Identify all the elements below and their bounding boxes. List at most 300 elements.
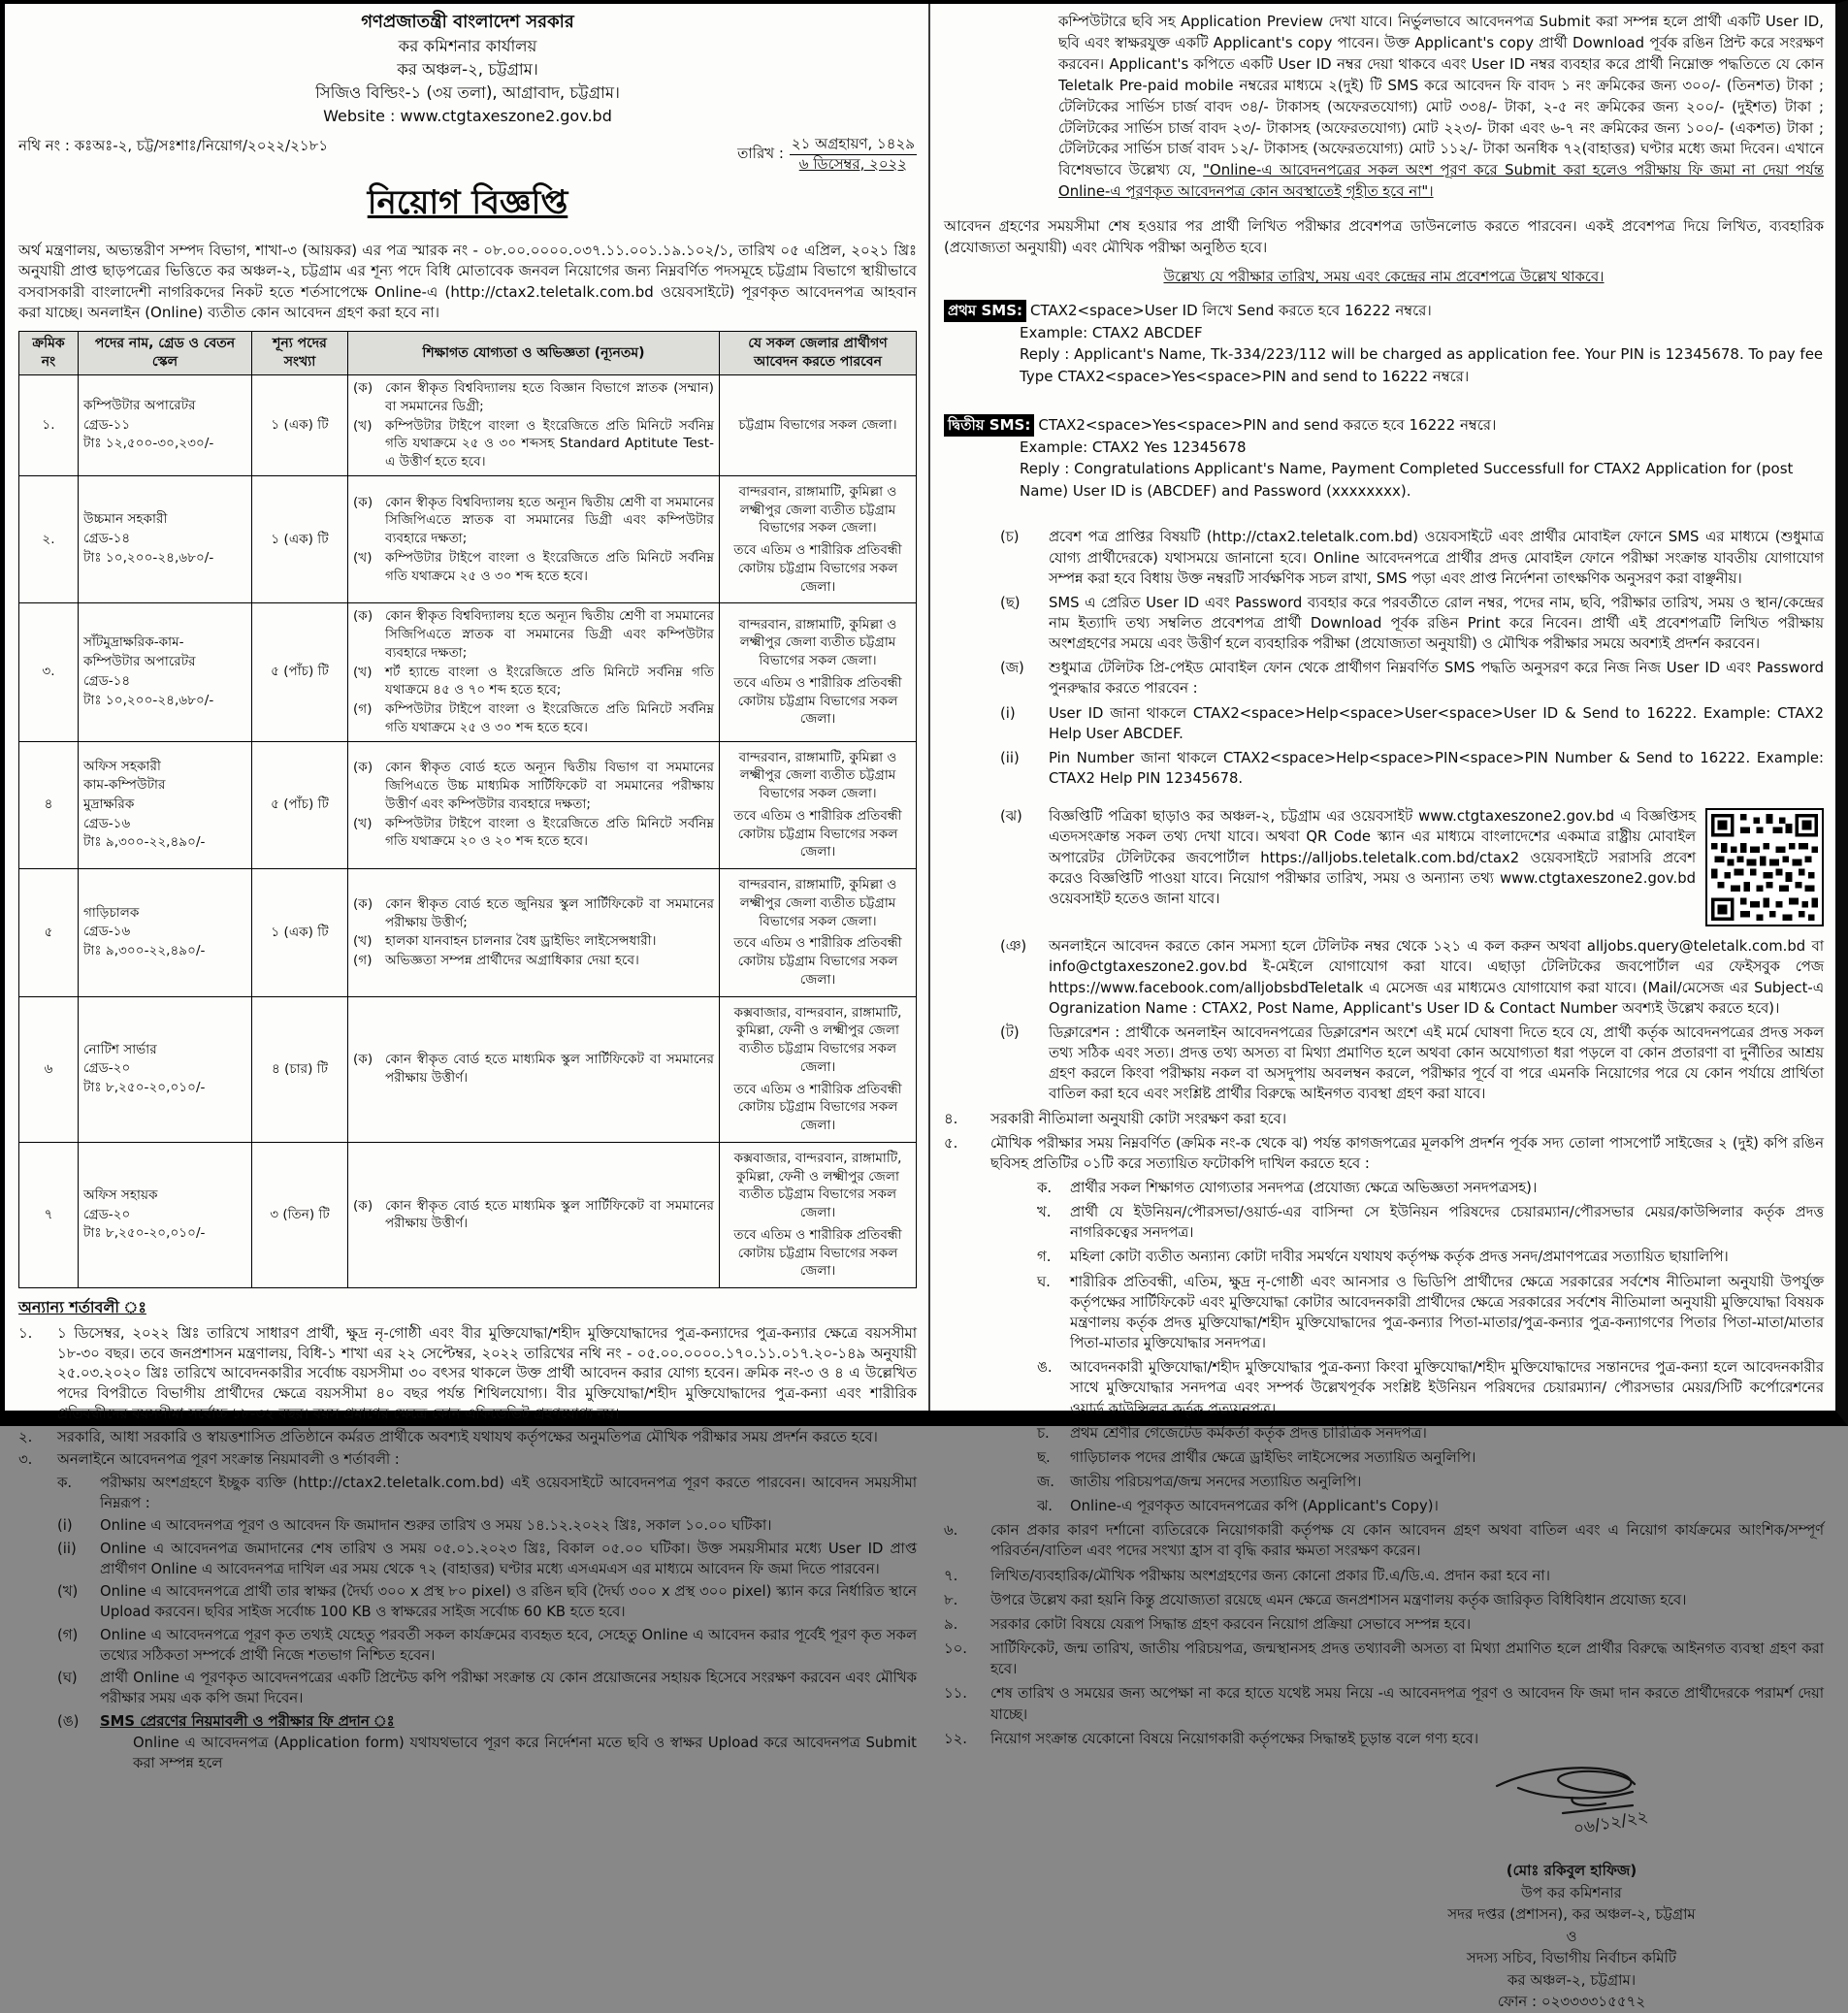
qual-label: (খ) xyxy=(353,815,373,831)
cell-vacancy: ৪ (চার) টি xyxy=(252,996,348,1142)
qual-item xyxy=(353,932,714,951)
document-item-label: ঙ. xyxy=(1037,1359,1053,1377)
qual-text: অভিজ্ঞতা সম্পন্ন প্রার্থীদের অগ্রাধিকার দেয়া হবে। xyxy=(385,953,639,969)
term-sub-label: ক. xyxy=(57,1474,73,1491)
cell-districts xyxy=(720,741,917,869)
term-item xyxy=(18,1428,917,1448)
lettered-item-label: (ঞ) xyxy=(1000,938,1027,956)
page-title: নিয়োগ বিজ্ঞপ্তি xyxy=(367,183,568,223)
col-header-vacancy: শূন্য পদের সংখ্যা xyxy=(252,332,348,375)
document-item-text: গাড়িচালক পদের প্রার্থীর ক্ষেত্রে ড্রাইভিং লাইসেন্সের সত্যায়িত অনুলিপি। xyxy=(1070,1448,1476,1466)
terms-list xyxy=(18,1324,917,1471)
post-lines xyxy=(83,1041,246,1098)
term-label: ৩. xyxy=(18,1451,33,1469)
qual-label: (খ) xyxy=(353,933,373,950)
district-line: চট্টগ্রাম বিভাগের সকল জেলা। xyxy=(738,417,897,434)
lettered-item xyxy=(944,703,1824,744)
lettered-item-label: (জ) xyxy=(1000,660,1024,677)
qual-list xyxy=(353,607,714,736)
qual-item xyxy=(353,379,714,416)
post-line: গ্রেড-১১ xyxy=(83,416,131,433)
post-line: অফিস সহায়ক xyxy=(83,1186,158,1203)
post-line: মুদ্রাক্ষরিক xyxy=(83,795,135,812)
qual-list xyxy=(353,379,714,471)
term-text: অনলাইনে আবেদনপত্র পূরণ সংক্রান্ত নিয়মাবলী ও শর্তাবলী : xyxy=(57,1451,400,1469)
sms-rules-heading: SMS প্রেরণের নিয়মাবলী ও পরীক্ষার ফি প্রদান ঃ xyxy=(100,1712,395,1730)
lettered-item-label: (চ) xyxy=(1000,529,1020,546)
document-item-label: ঘ. xyxy=(1037,1273,1051,1290)
term-sub-label: (খ) xyxy=(57,1583,79,1601)
lettered-item-text: শুধুমাত্র টেলিটক প্রি-পেইড মোবাইল ফোন থেকে প্রার্থীগণ নিম্নবর্ণিত SMS পদ্ধতি অনুসরণ করে নিজ নিজ User ID এবং Password পুনরুদ্ধার করতে পারবেন : xyxy=(1049,660,1824,698)
qual-list xyxy=(353,1051,714,1088)
term-label: ১. xyxy=(18,1325,33,1343)
second-sms-example: Example: CTAX2 Yes 12345678 xyxy=(1020,438,1247,456)
numbered-item-text: সরকার কোটা বিষয়ে যেরূপ সিদ্ধান্ত গ্রহণ করবেন নিয়োগ প্রক্রিয়া সেভাবে সম্পন্ন হবে। xyxy=(990,1615,1471,1633)
term-sub-text: Online এ আবেদনপত্রে পূরণ কৃত তথ্যই যেহেতু পরবর্তী সকল কার্যক্রমের ব্যবহৃত হবে, সেহেতু Online এ আবেদন করার পূর্বেই পূরণ কৃত সকল তথ্যের সঠিকতা সম্পর্কে প্রার্থী নিজে শতভাগ নিশ্চিত হবেন। xyxy=(100,1626,917,1664)
district-lines xyxy=(725,416,911,435)
qual-item xyxy=(353,815,714,852)
col-header-serial: ক্রমিক নং xyxy=(19,332,79,375)
cell-serial: ৫ xyxy=(19,869,79,997)
document-item-text: আবেদনকারী মুক্তিযোদ্ধা/শহীদ মুক্তিযোদ্ধার পুত্র-কন্যা কিংবা মুক্তিযোদ্ধা/শহীদ মুক্তিযোদ্ধাদের সন্তানদের পুত্র-কন্যা হলে আবেদনকারীর সাথে মুক্তিযোদ্ধার সনদপত্র এবং সম্পর্ক উল্লেখপূর্বক সংশ্লিষ্ট ইউনিয়ন পরিষদের চেয়ারম্যান/ পৌরসভার মেয়র/সিটি কর্পোরেশনের ওয়ার্ড কাউন্সিলর কর্তৃক প্রত্যয়নপত্র। xyxy=(1070,1359,1824,1417)
term-sms-item xyxy=(18,1712,917,1733)
signatory-role2: সদস্য সচিব, বিভাগীয় নির্বাচন কমিটি xyxy=(1466,1949,1677,1967)
continuation-paragraph xyxy=(1058,12,1824,203)
continuation-text: কম্পিউটারে ছবি সহ Application Preview দেখা যাবে। নির্ভুলভাবে আবেদনপত্র Submit করা সম্পন্ন হলে প্রার্থী একটি User ID, ছবি এবং স্বাক্ষরযুক্ত একটি Applicant's copy পাবেন। উক্ত Applicant's copy প্রার্থী Download পূর্বক রঙিন প্রিন্ট করে সংরক্ষণ করবেন। Applicant's কপিতে একটি User ID নম্বর দেয়া থাকবে এবং User ID নম্বর ব্যবহার করে প্রার্থী নিম্নোক্ত পদ্ধতিতে যে কোন Teletalk Pre-paid mobile নম্বরের মাধ্যমে ২(দুই) টি SMS করে আবেদন ফি বাবদ ১ নং ক্রমিকের জন্য ৩০০/- (তিনশত) টাকা ; টেলিটকের সার্ভিস চার্জ বাবদ ৩৪/- টাকাসহ (অফেরতযোগ্য) মোট ৩৩৪/- টাকা, ২-৫ নং ক্রমিকের জন্য ২০০/- (দুইশত) টাকা ; টেলিটকের সার্ভিস চার্জ বাবদ ২৩/- টাকাসহ (অফেরতযোগ্য) মোট ২২৩/- টাকা এবং ৬-৭ নং ক্রমিকের জন্য ১০০/- (একশত) টাকা ; টেলিটকের সার্ভিস চার্জ বাবদ ১২/- টাকাসহ (অফেরতযোগ্য) মোট ১১২/- টাকা অনধিক ৭২(বাহাত্তর) ঘণ্টার মধ্যে জমা দিবেন। এখানে বিশেষভাবে উল্লেখ্য যে, xyxy=(1058,13,1824,179)
post-line: গ্রেড-২০ xyxy=(83,1060,131,1077)
term-sub-item xyxy=(18,1669,917,1708)
qual-text: কম্পিউটার টাইপে বাংলা ও ইংরেজিতে প্রতি মিনিটে সর্বনিম্ন গতি যথাক্রমে ২৫ ও ৩০ শব্দ হতে হবে। xyxy=(385,701,714,735)
post-line: গ্রেড-১৬ xyxy=(83,924,131,940)
qual-list xyxy=(353,494,714,586)
signatory-name: (মোঃ রকিবুল হাফিজ) xyxy=(1506,1862,1637,1880)
col-header-districts: যে সকল জেলার প্রার্থীগণ আবেদন করতে পারবেন xyxy=(720,332,917,375)
term-sub-item xyxy=(18,1474,917,1513)
term-sub-text: পরীক্ষায় অংশগ্রহণে ইচ্ছুক ব্যক্তি (http://ctax2.teletalk.com.bd) এই ওয়েবসাইটে আবেদনপত্র পূরণ করতে পারবেন। আবেদন সময়সীমা নিম্নরূপ : xyxy=(100,1474,917,1511)
document-item-label: গ. xyxy=(1037,1249,1052,1266)
lettered-item xyxy=(944,593,1824,654)
terms-sub-list xyxy=(18,1474,917,1709)
qual-item xyxy=(353,607,714,662)
cell-districts xyxy=(720,869,917,997)
qual-text: কম্পিউটার টাইপে বাংলা ও ইংরেজিতে প্রতি মিনিটে সর্বনিম্ন গতি যথাক্রমে ২৫ ও ৩০ শব্দ হতে হবে। xyxy=(385,549,714,584)
cell-serial: ৭ xyxy=(19,1142,79,1287)
district-line: তবে এতিম ও শারীরিক প্রতিবন্ধী কোটায় চট্টগ্রাম বিভাগের সকল জেলা। xyxy=(733,807,902,860)
qual-item xyxy=(353,417,714,471)
post-line: গ্রেড-২০ xyxy=(83,1206,131,1222)
table-row xyxy=(19,741,917,869)
memo-row xyxy=(18,135,917,174)
office-name: কর কমিশনার কার্যালয় xyxy=(398,37,537,56)
cell-post xyxy=(79,996,252,1142)
term-sub-item xyxy=(18,1516,917,1537)
document-item-label: ছ. xyxy=(1037,1448,1051,1466)
first-sms-badge: প্রথম SMS: xyxy=(944,300,1026,322)
qual-text: কম্পিউটার টাইপে বাংলা ও ইংরেজিতে প্রতি মিনিটে সর্বনিম্ন গতি যথাক্রমে ২৫ ও ৩০ শব্দসহ Standard Aptitute Test-এ উত্তীর্ণ হতে হবে। xyxy=(385,417,714,471)
lettered-item-text: Pin Number জানা থাকলে CTAX2<space>Help<space>PIN<space>PIN Number & Send to 16222. Example: CTAX2 Help PIN 12345678. xyxy=(1049,749,1824,788)
cell-serial: ৪ xyxy=(19,741,79,869)
table-row xyxy=(19,996,917,1142)
document-item-text: প্রথম শ্রেণীর গেজেটেড কর্মকর্তা কর্তৃক প্রদত্ত চারিত্রিক সনদপত্র। xyxy=(1070,1424,1427,1442)
term-sub-text: Online এ আবেদনপত্র জমাদানের শেষ তারিখ ও সময় ০৫.০১.২০২৩ খ্রিঃ, বিকাল ০৫.০০ ঘটিকা। উক্ত সময়সীমার মধ্যে User ID প্রাপ্ত প্রার্থীগণ Online এ আবেদনপত্র দাখিল এর সময় থেকে ৭২ (বাহাত্তর) ঘণ্টার মধ্যে এসএমএস এর মাধ্যমে আবেদন ফি জমা দিতে পারবেন। xyxy=(100,1541,917,1577)
cell-serial: ৩. xyxy=(19,603,79,741)
term-sub-text: Online এ আবেদনপত্র পূরণ ও আবেদন ফি জমাদান শুরুর তারিখ ও সময় ১৪.১২.২০২২ খ্রিঃ, সকাল ১০.০০ ঘটিকা। xyxy=(100,1517,772,1535)
numbered-items-tail xyxy=(944,1520,1824,1749)
lettered-item-label: (ট) xyxy=(1000,1023,1020,1041)
date-bangla: ২১ অগ্রহায়ণ, ১৪২৯ xyxy=(790,135,917,155)
col-header-qualification: শিক্ষাগত যোগ্যতা ও অভিজ্ঞতা (ন্যূনতম) xyxy=(348,332,720,375)
qual-text: হালকা যানবাহন চালনার বৈধ ড্রাইভিং লাইসেন্সধারী। xyxy=(385,933,657,950)
cell-vacancy: ৫ (পাঁচ) টি xyxy=(252,741,348,869)
first-sms-example: Example: CTAX2 ABCDEF xyxy=(1020,323,1203,341)
cell-vacancy: ১ (এক) টি xyxy=(252,869,348,997)
document-item-text: মহিলা কোটা ব্যতীত অন্যান্য কোটা দাবীর সমর্থনে যথাযথ কর্তৃপক্ষ কর্তৃক প্রদত্ত সনদ/প্রমাণপত্রের সত্যায়িত ছায়ালিপি। xyxy=(1070,1249,1729,1266)
cell-qualification xyxy=(348,375,720,476)
post-line: গাড়িচালক xyxy=(83,904,140,921)
cell-vacancy: ৩ (তিন) টি xyxy=(252,1142,348,1287)
qual-label: (খ) xyxy=(353,417,373,434)
numbered-item-text: শেষ তারিখ ও সময়ের জন্য অপেক্ষা না করে হাতে যথেষ্ট সময় নিয়ে -এ আবেনদপত্র পূরণ ও আবেদন ফি জমা দান করতে প্রার্থীদেরকে পরামর্শ দেয়া যাচ্ছে। xyxy=(990,1685,1824,1723)
numbered-item-4 xyxy=(944,1109,1824,1129)
cell-qualification xyxy=(348,603,720,741)
date-values xyxy=(790,135,917,174)
post-line: টাঃ ১০,২০০-২৪,৬৮০/- xyxy=(83,692,214,708)
qr-code-icon xyxy=(1705,808,1824,926)
document-item-text: শারীরিক প্রতিবন্ধী, এতিম, ক্ষুদ্র নৃ-গোষ্ঠী এবং আনসার ও ভিডিপি প্রার্থীদের ক্ষেত্রে সরকারের সর্বশেষ নীতিমালা অনুযায়ী উপর্যুক্ত কর্তৃপক্ষের সার্টিফিকেট এবং মুক্তিযোদ্ধা কোটার আবেদনকারী প্রার্থীদের ক্ষেত্রে সরকারের সর্বশেষ নীতিমালা অনুযায়ী মুক্তিযোদ্ধা বিষয়ক মন্ত্রণালয় কর্তৃক প্রদত্ত মুক্তিযোদ্ধা/শহীদ মুক্তিযোদ্ধাদের পুত্র-কন্যার পিতা-মাতার/পুত্র-কন্যার পুত্র-কন্যাগণের পিতার পিতা-মাতা/মাতার পিতা-মাতার মুক্তিযোদ্ধার সনদপত্র। xyxy=(1070,1273,1824,1352)
qual-label: (খ) xyxy=(353,549,373,566)
qual-list xyxy=(353,895,714,970)
qual-text: কোন স্বীকৃত বিশ্ববিদ্যালয় হতে অন্যূন দ্বিতীয় শ্রেণী বা সমমানের সিজিপিএতে স্নাতক বা সমমানের ডিগ্রী এবং কম্পিউটার ব্যবহারে দক্ষতা; xyxy=(385,494,714,547)
exam-center-note: উল্লেখ্য যে পরীক্ষার তারিখ, সময় এবং কেন্দ্রের নাম প্রবেশপত্রে উল্লেখ থাকবে। xyxy=(1163,268,1605,286)
numbered-item xyxy=(944,1566,1824,1586)
lettered-item xyxy=(944,748,1824,789)
post-line: কম্পিউটার অপারেটর xyxy=(83,397,196,413)
numbered-item-label: ৪. xyxy=(944,1110,958,1127)
table-row xyxy=(19,1142,917,1287)
district-lines xyxy=(725,1004,911,1135)
numbered-item-label: ১১. xyxy=(944,1685,967,1703)
document-item xyxy=(944,1423,1824,1444)
district-lines xyxy=(725,1150,911,1281)
cell-districts xyxy=(720,996,917,1142)
numbered-item-text: কোন প্রকার কারণ দর্শানো ব্যতিরেকে নিয়োগকারী কর্তৃপক্ষ যে কোন আবেদন গ্রহণ অথবা বাতিল এবং এ নিয়োগ কার্যক্রমের আংশিক/সম্পূর্ণ পরিবর্তন/বাতিল এবং পদের সংখ্যা হ্রাস বা বৃদ্ধি করার ক্ষমতা সংরক্ষণ করেন। xyxy=(990,1522,1824,1560)
cell-districts xyxy=(720,375,917,476)
table-row xyxy=(19,375,917,476)
office-address: সিজিও বিল্ডিং-১ (৩য় তলা), আগ্রাবাদ, চট্টগ্রাম। xyxy=(315,82,620,102)
qual-text: কোন স্বীকৃত বিশ্ববিদ্যালয় হতে অন্যূন দ্বিতীয় শ্রেণী বা সমমানের সিজিপিএতে স্নাতক বা সমমানের ডিগ্রী এবং কম্পিউটার ব্যবহারে দক্ষতা; xyxy=(385,608,714,661)
qual-text: কোন স্বীকৃত বোর্ড হতে মাধ্যমিক স্কুল সার্টিফিকেট বা সমমানের পরীক্ষায় উত্তীর্ণ। xyxy=(385,1052,714,1087)
cell-qualification xyxy=(348,869,720,997)
document-item xyxy=(944,1247,1824,1267)
qual-item xyxy=(353,664,714,700)
document-item-text: প্রার্থীর সকল শিক্ষাগত যোগ্যতার সনদপত্র (প্রযোজ্য ক্ষেত্রে অভিজ্ঞতা সনদপত্রসহ)। xyxy=(1070,1179,1538,1196)
term-text: ১ ডিসেম্বর, ২০২২ খ্রিঃ তারিখে সাধারণ প্রার্থী, ক্ষুদ্র নৃ-গোষ্ঠী এবং বীর মুক্তিযোদ্ধা/শহীদ মুক্তিযোদ্ধাদের পুত্র-কন্যাদের পুত্র-কন্যার ক্ষেত্রে বয়সসীমা ১৮-৩০ বছর। তবে জনপ্রশাসন মন্ত্রণালয়, বিধি-১ শাখা এর ২২ সেপ্টেম্বর, ২০২২ তারিখের নথি নং - ০৫.০০.০০০০.১৭০.১১.০১৭.২০-১৪৯ অনুযায়ী ২৫.০৩.২০২০ খ্রিঃ তারিখে আবেদনকারীর সর্বোচ্চ বয়সসীমা ৩০ বৎসর থাকলে উক্ত প্রার্থী আবেদন করার যোগ্য হবেন। ক্রমিক নং-৩ ও ৪ এ উল্লেখিত পদের বিপরীতে বিভাগীয় প্রার্থীদের ক্ষেত্রে বয়সসীমা ৪০ বছর পর্যন্ত শিথিলযোগ্য। বীর মুক্তিযোদ্ধা/শহীদ মুক্তিযোদ্ধাদের পুত্র-কন্যা এবং শারীরিক প্রতিবন্ধীদের বয়সসীমা সর্বোচ্চ ১৮-৩২ বছর। বয়স প্রমাণের ক্ষেত্রে কোন এফিডেভিট গ্রহণযোগ্য নয়। xyxy=(57,1325,917,1422)
qual-item xyxy=(353,759,714,813)
post-lines xyxy=(83,904,246,961)
cell-post xyxy=(79,475,252,603)
qual-item xyxy=(353,494,714,548)
numbered-item xyxy=(944,1520,1824,1561)
terms-heading: অন্যান্য শর্তাবলী ঃ xyxy=(18,1298,146,1317)
district-lines xyxy=(725,876,911,990)
post-line: গ্রেড-১৪ xyxy=(83,672,131,689)
fee-warning-text: "Online-এ আবেদনপত্রের সকল অংশ পূরণ করে Submit করা হলেও পরীক্ষায় ফি জমা না দেয়া পর্যন্ত Online-এ পূরণকৃত আবেদনপত্র কোন অবস্থাতেই গৃহীত হবে না"। xyxy=(1058,161,1825,201)
numbered-item-text: লিখিত/ব্যবহারিক/মৌখিক পরীক্ষায় অংশগ্রহণের জন্য কোনো প্রকার টি.এ/ডি.এ. প্রদান করা হবে না। xyxy=(990,1567,1550,1584)
cell-districts xyxy=(720,1142,917,1287)
district-line: তবে এতিম ও শারীরিক প্রতিবন্ধী কোটায় চট্টগ্রাম বিভাগের সকল জেলা। xyxy=(733,674,902,728)
post-line: গ্রেড-১৪ xyxy=(83,531,131,547)
document-item xyxy=(944,1496,1824,1516)
lettered-item xyxy=(944,1023,1824,1105)
post-line: কম্পিউটার অপারেটর xyxy=(83,654,196,670)
lettered-item-label: (i) xyxy=(1000,704,1016,722)
post-line: কাম-কম্পিউটার xyxy=(83,777,166,794)
district-line: বান্দরবান, রাঙ্গামাটি, কুমিল্লা ও লক্ষ্মীপুর জেলা ব্যতীত চট্টগ্রাম বিভাগের সকল জেলা। xyxy=(738,483,897,536)
vacancy-table xyxy=(18,331,917,1288)
numbered-item xyxy=(944,1590,1824,1610)
qual-item xyxy=(353,1051,714,1088)
post-line: টাঃ ১০,২০০-২৪,৬৮০/- xyxy=(83,549,214,566)
cell-post xyxy=(79,741,252,869)
date-gregorian: ৬ ডিসেম্বর, ২০২২ xyxy=(798,154,908,173)
term-sub-label: (গ) xyxy=(57,1626,79,1643)
qual-item xyxy=(353,895,714,932)
signature-icon xyxy=(1319,1759,1824,1855)
lettered-item-label: (ছ) xyxy=(1000,594,1021,611)
table-header-row xyxy=(19,332,917,375)
term-text: সরকারি, আধা সরকারি ও স্বায়ত্তশাসিত প্রতিষ্ঠানে কর্মরত প্রার্থীকে অবশ্যই যথাযথ কর্তৃপক্ষের অনুমতিপত্র মৌখিক পরীক্ষার সময় প্রদর্শন করতে হবে। xyxy=(57,1428,878,1445)
qual-text: কোন স্বীকৃত বিশ্ববিদ্যালয় হতে বিজ্ঞান বিভাগে স্নাতক (সম্মান) বা সমমানের ডিগ্রী; xyxy=(385,380,714,414)
post-lines xyxy=(83,758,246,854)
term-item xyxy=(18,1450,917,1471)
document-item xyxy=(944,1472,1824,1492)
term-item xyxy=(18,1324,917,1425)
cell-qualification xyxy=(348,475,720,603)
date-label: তারিখ : xyxy=(737,144,784,162)
term-sub-label: (ঘ) xyxy=(57,1670,78,1687)
numbered-item xyxy=(944,1683,1824,1724)
qual-label: (গ) xyxy=(353,701,373,718)
post-line: টাঃ ৮,২৫০-২০,০১০/- xyxy=(83,1079,206,1095)
cell-vacancy: ১ (এক) টি xyxy=(252,375,348,476)
district-line: তবে এতিম ও শারীরিক প্রতিবন্ধী কোটায় চট্টগ্রাম বিভাগের সকল জেলা। xyxy=(733,935,902,988)
district-line: তবে এতিম ও শারীরিক প্রতিবন্ধী কোটায় চট্টগ্রাম বিভাগের সকল জেলা। xyxy=(733,1081,902,1134)
term-sub-label: (i) xyxy=(57,1517,73,1535)
document-item-text: জাতীয় পরিচয়পত্র/জন্ম সনদের সত্যায়িত অনুলিপি। xyxy=(1070,1474,1362,1490)
cell-districts xyxy=(720,475,917,603)
qual-label: (খ) xyxy=(353,664,373,680)
qual-list xyxy=(353,759,714,851)
tax-zone: কর অঞ্চল-২, চট্টগ্রাম। xyxy=(397,60,538,80)
documents-list xyxy=(944,1178,1824,1516)
admit-card-paragraph: আবেদন গ্রহণের সময়সীমা শেষ হওয়ার পর প্রার্থী লিখিত পরীক্ষার প্রবেশপত্র ডাউনলোড করতে পারবেন। একই প্রবেশপত্র দিয়ে লিখিত, ব্যবহারিক (প্রযোজ্যতা অনুযায়ী) এবং মৌখিক পরীক্ষা অনুষ্ঠিত হবে। xyxy=(944,217,1824,256)
document-item xyxy=(944,1447,1824,1468)
district-line: বান্দরবান, রাঙ্গামাটি, কুমিল্লা ও লক্ষ্মীপুর জেলা ব্যতীত চট্টগ্রাম বিভাগের সকল জেলা। xyxy=(738,616,897,669)
website: Website : www.ctgtaxeszone2.gov.bd xyxy=(323,106,612,125)
qual-item xyxy=(353,549,714,586)
signatory-phone: ফোন : ০২৩৩৩৩১৫৫৭২ xyxy=(1497,1993,1646,2011)
lettered-item-text: অনলাইনে আবেদন করতে কোন সমস্যা হলে টেলিটক নম্বর থেকে ১২১ এ কল করুন অথবা alljobs.query@teletalk.com.bd বা info@ctgtaxeszone2.gov.bd ই-মেইলে যোগাযোগ করা যাবে। এছাড়া টেলিটকের জবপোর্টাল এর ফেইসবুক পেজ https://www.facebook.com/alljobsbdTeletalk এ মেসেজ এর মাধ্যমেও যোগাযোগ করা যাবে। (Mail/মেসেজ এর Subject-এ Ogranization Name : CTAX2, Post Name, Applicant's User ID & Contact Number অবশ্যই উল্লেখ করতে হবে)। xyxy=(1049,938,1824,1017)
qual-label: (গ) xyxy=(353,953,373,969)
qual-text: কোন স্বীকৃত বোর্ড হতে অন্যূন দ্বিতীয় বিভাগ বা সমমানের জিপিএতে উচ্চ মাধ্যমিক সার্টিফিকেট বা সমমানের পরীক্ষায় উত্তীর্ণ এবং কম্পিউটার ব্যবহারে দক্ষতা; xyxy=(385,760,714,812)
document-item-label: ক. xyxy=(1037,1179,1053,1196)
post-line: টাঃ ৯,৩০০-২২,৪৯০/- xyxy=(83,943,206,959)
district-line: কক্সবাজার, বান্দরবান, রাঙ্গামাটি, কুমিল্লা, ফেনী ও লক্ষ্মীপুর জেলা ব্যতীত চট্টগ্রাম বিভাগের সকল জেলা। xyxy=(733,1150,902,1221)
post-line: উচ্চমান সহকারী xyxy=(83,511,168,528)
cell-post xyxy=(79,603,252,741)
first-sms-reply: Reply : Applicant's Name, Tk-334/223/112 will be charged as application fee. Your PIN is 12345678. To pay fee Type CTAX2<space>Yes<space>PIN and send to 16222 নম্বরে। xyxy=(1020,345,1824,385)
table-row xyxy=(19,603,917,741)
first-sms-instruction: CTAX2<space>User ID লিখে Send করতে হবে 16222 নম্বরে। xyxy=(1030,302,1432,320)
qual-list xyxy=(353,1197,714,1234)
qual-item xyxy=(353,952,714,970)
document-item xyxy=(944,1357,1824,1418)
term-sub-text: প্রার্থী Online এ পূরণকৃত আবেদনপত্রের একটি প্রিন্টেড কপি পরীক্ষা সংক্রান্ত যে কোন প্রয়োজনের সহায়ক হিসেবে সংরক্ষণ করবেন এবং মৌখিক পরীক্ষার সময় এক কপি জমা দিবেন। xyxy=(100,1670,917,1706)
qual-label: (ক) xyxy=(353,760,373,776)
district-line: তবে এতিম ও শারীরিক প্রতিবন্ধী কোটায় চট্টগ্রাম বিভাগের সকল জেলা। xyxy=(733,1226,902,1280)
post-line: নোটিশ সার্ভার xyxy=(83,1041,157,1057)
numbered-item xyxy=(944,1729,1824,1749)
post-line: টাঃ ১২,৫০০-৩০,২৩০/- xyxy=(83,436,214,452)
lettered-item xyxy=(944,936,1824,1019)
numbered-item-label: ৮. xyxy=(944,1591,958,1608)
document-item-label: জ. xyxy=(1037,1474,1054,1490)
cell-qualification xyxy=(348,996,720,1142)
lettered-item xyxy=(944,658,1824,698)
post-line: গ্রেড-১৬ xyxy=(83,815,131,831)
lettered-item-text xyxy=(1049,806,1824,932)
post-lines xyxy=(83,510,246,568)
numbered-item-text: সার্টিফিকেট, জন্ম তারিখ, জাতীয় পরিচয়পত্র, জন্মস্থানসহ প্রদত্ত তথ্যাবলী অসত্য বা মিথ্যা প্রমাণিত হলে প্রার্থীর বিরুদ্ধে আইনগত ব্যবস্থা গ্রহণ করা হবে। xyxy=(990,1640,1824,1678)
cell-post xyxy=(79,375,252,476)
lettered-items-b xyxy=(944,936,1824,1104)
document-item xyxy=(944,1178,1824,1198)
numbered-item-label: ৫. xyxy=(944,1134,958,1152)
qual-text: কম্পিউটার টাইপে বাংলা ও ইংরেজিতে প্রতি মিনিটে সর্বনিম্ন গতি যথাক্রমে ২০ ও ২০ শব্দ হতে হবে। xyxy=(385,815,714,850)
cell-vacancy: ৫ (পাঁচ) টি xyxy=(252,603,348,741)
cell-post xyxy=(79,1142,252,1287)
numbered-item-text: উপরে উল্লেখ করা হয়নি কিন্তু প্রযোজ্যতা রয়েছে এমন ক্ষেত্রে জনপ্রশাসন মন্ত্রণালয় কর্তৃক জারিকৃত বিধিবিধান প্রযোজ্য হবে। xyxy=(990,1591,1687,1608)
numbered-item-5 xyxy=(944,1133,1824,1174)
numbered-item-label: ৯. xyxy=(944,1615,958,1633)
lettered-item-text: প্রবেশ পত্র প্রাপ্তির বিষয়টি (http://ctax2.teletalk.com.bd) ওয়েবসাইটে এবং প্রার্থীর মোবাইল ফোনে SMS এর মাধ্যমে (শুধুমাত্র যোগ্য প্রার্থীদেরকে) যথাসময়ে জানানো হবে। Online আবেদনপত্রে প্রার্থীর প্রদত্ত মোবাইল ফোনে পরীক্ষা সংক্রান্ত যাবতীয় যোগাযোগ সম্পন্ন করা হবে বিধায় উক্ত নম্বরটি সার্বক্ষণিক সচল রাখা, SMS পড়া এবং প্রাপ্ত নির্দেশনা তাৎক্ষণিক অনুসরণ করা বাঞ্ছনীয়। xyxy=(1049,529,1824,587)
numbered-item-label: ৬. xyxy=(944,1522,958,1540)
numbered-item xyxy=(944,1614,1824,1635)
post-lines xyxy=(83,397,246,454)
lettered-items-a xyxy=(944,527,1824,789)
term-sub-item xyxy=(18,1582,917,1622)
document-item-text: প্রার্থী যে ইউনিয়ন/পৌরসভা/ওয়ার্ড-এর বাসিন্দা সে ইউনিয়ন পরিষদের চেয়ারম্যান/পৌরসভার মেয়র/কাউন্সিলার কর্তৃক প্রদত্ত নাগরিকত্বের সনদপত্র। xyxy=(1070,1204,1824,1242)
second-sms-reply: Reply : Congratulations Applicant's Name, Payment Completed Successfull for CTAX2 Application for (post Name) User ID is (ABCDEF) and Password (xxxxxxxx). xyxy=(1020,460,1794,500)
term-sub-item xyxy=(18,1626,917,1666)
document-item-text: Online-এ পূরণকৃত আবেদনপত্রের কপি (Applicant's Copy)। xyxy=(1070,1498,1439,1515)
numbered-item-label: ১২. xyxy=(944,1730,967,1747)
table-row xyxy=(19,475,917,603)
second-sms-badge: দ্বিতীয় SMS: xyxy=(944,414,1034,437)
qual-text: কোন স্বীকৃত বোর্ড হতে জুনিয়র স্কুল সার্টিফিকেট বা সমমানের পরীক্ষায় উত্তীর্ণ; xyxy=(385,895,714,930)
qual-item xyxy=(353,700,714,737)
letterhead xyxy=(18,10,917,127)
term-sub-label: (ii) xyxy=(57,1541,77,1558)
second-sms-block xyxy=(944,414,1824,502)
numbered-item-text: সরকারী নীতিমালা অনুযায়ী কোটা সংরক্ষণ করা হবে। xyxy=(990,1110,1287,1127)
col-header-post: পদের নাম, গ্রেড ও বেতন স্কেল xyxy=(79,332,252,375)
cell-serial: ২. xyxy=(19,475,79,603)
cell-districts xyxy=(720,603,917,741)
cell-qualification xyxy=(348,741,720,869)
district-line: বান্দরবান, রাঙ্গামাটি, কুমিল্লা ও লক্ষ্মীপুর জেলা ব্যতীত চট্টগ্রাম বিভাগের সকল জেলা। xyxy=(738,749,897,802)
cell-post xyxy=(79,869,252,997)
signatory-conjunction: ও xyxy=(1566,1927,1577,1945)
lettered-item-text: SMS এ প্রেরিত User ID এবং Password ব্যবহার করে পরবর্তীতে রোল নম্বর, পদের নাম, ছবি, পরীক্ষার তারিখ, সময় ও স্থান/কেন্দ্রের নাম ইত্যাদি তথ্য সম্বলিত প্রবেশপত্র প্রার্থী Download পূর্বক রঙিন Print করে নিবেন। প্রার্থী এই প্রবেশপত্রটি লিখিত পরীক্ষায় অংশগ্রহণের সময়ে এবং উত্তীর্ণ হলে ব্যবহারিক পরীক্ষা (প্রযোজ্যতা অনুযায়ী) ও মৌখিক পরীক্ষার সময়ে অবশ্যই প্রদর্শন করবেন। xyxy=(1049,594,1824,653)
left-column xyxy=(5,4,928,1772)
district-lines xyxy=(725,483,911,597)
cell-serial: ৬ xyxy=(19,996,79,1142)
intro-paragraph: অর্থ মন্ত্রণালয়, অভ্যন্তরীণ সম্পদ বিভাগ, শাখা-৩ (আয়কর) এর পত্র স্মারক নং - ০৮.০০.০০০০.০৩৭.১১.০০১.১৯.১০২/১, তারিখ ০৫ এপ্রিল, ২০২১ খ্রিঃ অনুযায়ী প্রাপ্ত ছাড়পত্রের ভিত্তিতে কর অঞ্চল-২, চট্টগ্রাম এর শূন্য পদে বিধি মোতাবেক জনবল নিয়োগের জন্য নিম্নবর্ণিত পদসমূহে চট্টগ্রাম বিভাগে স্থায়ীভাবে বসবাসকারী বাংলাদেশী নাগরিকদের নিকট হতে শর্তসাপেক্ষে Online-এ (http://ctax2.teletalk.com.bd ওয়েবসাইটে) পূরণকৃত আবেদনপত্র আহবান করা যাচ্ছে। অনলাইন (Online) ব্যতীত কোন আবেদন গ্রহণ করা হবে না। xyxy=(18,242,917,321)
sms-rules-intro: Online এ আবেদনপত্র (Application form) যথাযথভাবে পূরণ করে নির্দেশনা মতে ছবি ও স্বাক্ষর Upload করে আবেদনপত্র Submit করা সম্পন্ন হলে xyxy=(133,1735,917,1772)
signatory-zone: কর অঞ্চল-২, চট্টগ্রাম। xyxy=(1507,1970,1637,1989)
numbered-item-text: মৌখিক পরীক্ষার সময় নিম্নবর্ণিত (ক্রমিক নং-ক থেকে ঝ) পর্যন্ত কাগজপত্রের মূলকপি প্রদর্শন পূর্বক সদ্য তোলা পাসপোর্ট সাইজের ২ (দুই) কপি রঙিন ছবিসহ প্রতিটির ০১টি করে সত্যায়িত ফটোকপি দাখিল করতে হবে : xyxy=(990,1134,1824,1172)
qual-label: (ক) xyxy=(353,380,373,397)
district-line: বান্দরবান, রাঙ্গামাটি, কুমিল্লা ও লক্ষ্মীপুর জেলা ব্যতীত চট্টগ্রাম বিভাগের সকল জেলা। xyxy=(738,877,897,929)
post-line: টাঃ ৯,৩০০-২২,৪৯০/- xyxy=(83,834,206,851)
signature-date: ০৬/১২/২২ xyxy=(1572,1806,1650,1839)
qual-text: শর্ট হ্যান্ডে বাংলা ও ইংরেজিতে প্রতি মিনিটে সর্বনিম্ন গতি যথাক্রমে ৪৫ ও ৭০ শব্দ হতে হবে; xyxy=(385,664,714,698)
signatory-office: সদর দপ্তর (প্রশাসন), কর অঞ্চল-২, চট্টগ্রাম xyxy=(1447,1905,1696,1924)
qual-item xyxy=(353,1197,714,1234)
date-block xyxy=(737,135,917,174)
lettered-item-label: (ঝ) xyxy=(1000,808,1022,826)
first-sms-block xyxy=(944,300,1824,387)
post-lines xyxy=(83,633,246,710)
signature-block xyxy=(1319,1759,1824,2013)
district-line: তবে এতিম ও শারীরিক প্রতিবন্ধী কোটায় চট্টগ্রাম বিভাগের সকল জেলা। xyxy=(733,542,902,595)
district-lines xyxy=(725,616,911,730)
qual-label: (ক) xyxy=(353,1052,373,1068)
notice-sources-text: বিজ্ঞপ্তিটি পত্রিকা ছাড়াও কর অঞ্চল-২, চট্টগ্রাম এর ওয়েবসাইট www.ctgtaxeszone2.gov.bd এ বিজ্ঞপ্তিসহ এতদসংক্রান্ত সকল তথ্য দেখা যাবে। অথবা QR Code স্ক্যান এর মাধ্যমে বাংলাদেশের একমাত্র রাষ্ট্রীয় মোবাইল অপারেটর টেলিটকের জবপোর্টাল https://alljobs.teletalk.com.bd/ctax2 ওয়েবসাইটে সরাসরি প্রবেশ করেও বিজ্ঞপ্তিটি পাওয়া যাবে। নিয়োগ পরীক্ষার তারিখ, সময় ও অন্যান্য তথ্য www.ctgtaxeszone2.gov.bd ওয়েবসাইট হতেও জানা যাবে। xyxy=(1049,808,1696,907)
term-sub-item xyxy=(18,1540,917,1579)
cell-qualification xyxy=(348,1142,720,1287)
qual-label: (ক) xyxy=(353,1197,373,1214)
document-item-label: ঝ. xyxy=(1037,1498,1053,1515)
cell-vacancy: ১ (এক) টি xyxy=(252,475,348,603)
lettered-item-text: ডিক্লারেশন : প্রার্থীকে অনলাইন আবেদনপত্রের ডিক্লারেশন অংশে এই মর্মে ঘোষণা দিতে হবে যে, প্রার্থী কর্তৃক আবেদনপত্রের প্রদত্ত সকল তথ্য সঠিক এবং সত্য। প্রদত্ত তথ্য অসত্য বা মিথ্যা প্রমাণিত হলে অথবা কোন অযোগ্যতা ধরা পড়লে বা কোন প্রতারণা বা দুর্নীতির আশ্রয় গ্রহণ করলে কিংবা পরীক্ষায় নকল বা অসদুপায় অবলম্বন করলে, পরীক্ষার পূর্বে বা পরে এমনকি নিয়োগের পরে যে কোন পর্যায়ে প্রার্থিতা বাতিল করা হবে এবং সংশ্লিষ্ট প্রার্থীর বিরুদ্ধে আইনগত ব্যবস্থা গ্রহণ করা যাবে। xyxy=(1049,1023,1824,1103)
document-item-label: খ. xyxy=(1037,1204,1052,1221)
numbered-item-label: ১০. xyxy=(944,1640,967,1658)
post-line: অফিস সহকারী xyxy=(83,758,161,774)
numbered-item-text: নিয়োগ সংক্রান্ত যেকোনো বিষয়ে নিয়োগকারী কর্তৃপক্ষের সিদ্ধান্তই চূড়ান্ত বলে গণ্য হবে। xyxy=(990,1730,1479,1747)
table-row xyxy=(19,869,917,997)
document-item xyxy=(944,1272,1824,1354)
lettered-item-qr xyxy=(944,806,1824,932)
post-line: সাঁটমুদ্রাক্ষরিক-কাম- xyxy=(83,634,184,651)
lettered-item-text: User ID জানা থাকলে CTAX2<space>Help<space>User<space>User ID & Send to 16222. Example: CTAX2 Help User ABCDEF. xyxy=(1049,704,1824,742)
document-item-label: চ. xyxy=(1037,1424,1050,1442)
term-sms-label: (ঙ) xyxy=(57,1712,80,1730)
post-lines xyxy=(83,1186,246,1244)
post-line: টাঃ ৮,২৫০-২০,০১০/- xyxy=(83,1225,206,1242)
cell-serial: ১. xyxy=(19,375,79,476)
district-lines xyxy=(725,749,911,862)
govt-name: গণপ্রজাতন্ত্রী বাংলাদেশ সরকার xyxy=(361,12,574,32)
lettered-item-label: (ii) xyxy=(1000,749,1020,766)
second-sms-instruction: CTAX2<space>Yes<space>PIN and send করতে হবে 16222 নম্বরে। xyxy=(1038,416,1497,435)
lettered-item xyxy=(944,527,1824,588)
qual-label: (ক) xyxy=(353,895,373,912)
numbered-item xyxy=(944,1639,1824,1679)
memo-number: নথি নং : কঃঅঃ-২, চট্ট/সঃশাঃ/নিয়োগ/২০২২/২১৮১ xyxy=(18,137,329,155)
qual-text: কোন স্বীকৃত বোর্ড হতে মাধ্যমিক স্কুল সার্টিফিকেট বা সমমানের পরীক্ষায় উত্তীর্ণ। xyxy=(385,1197,714,1232)
